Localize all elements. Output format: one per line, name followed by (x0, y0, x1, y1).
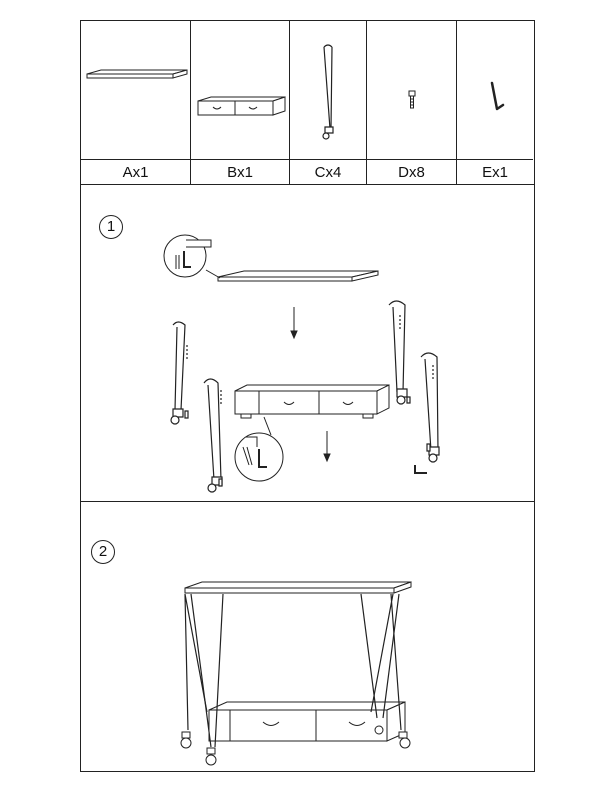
step-2-assembled-table (81, 502, 536, 771)
drawer-unit-icon (235, 385, 389, 418)
part-d-cell (366, 21, 456, 185)
magnify-detail-icon (164, 235, 220, 278)
down-arrow-icon (291, 307, 330, 461)
allen-key-icon (457, 21, 533, 158)
assembly-step-2 (81, 502, 534, 771)
step-number-badge: 2 (91, 540, 115, 564)
screw-icon (367, 21, 456, 158)
allen-key-icon (415, 465, 427, 473)
tabletop-panel-icon (218, 271, 378, 281)
step-1-exploded-diagram (81, 185, 536, 502)
part-b-cell (190, 21, 289, 185)
magnify-detail-icon (235, 417, 283, 481)
hairpin-leg-caster-icon (389, 301, 410, 404)
hairpin-leg-caster-icon (171, 322, 188, 424)
part-d-label: Dx8 (367, 159, 456, 185)
hairpin-leg-caster-icon (290, 21, 366, 158)
tabletop-panel-icon (81, 21, 190, 158)
part-c-cell (289, 21, 366, 185)
part-c-label: Cx4 (290, 159, 366, 185)
part-e-cell (456, 21, 533, 185)
hairpin-leg-caster-icon (421, 353, 439, 462)
drawer-unit-icon (191, 21, 289, 158)
hairpin-leg-caster-icon (204, 379, 222, 492)
part-a-cell (81, 21, 190, 185)
part-b-label: Bx1 (191, 159, 289, 185)
assembly-step-1 (81, 185, 534, 502)
part-e-label: Ex1 (457, 159, 533, 185)
part-a-label: Ax1 (81, 159, 190, 185)
parts-list-table (81, 21, 534, 185)
step-number-badge: 1 (99, 215, 123, 239)
assembly-instruction-sheet (80, 20, 535, 772)
